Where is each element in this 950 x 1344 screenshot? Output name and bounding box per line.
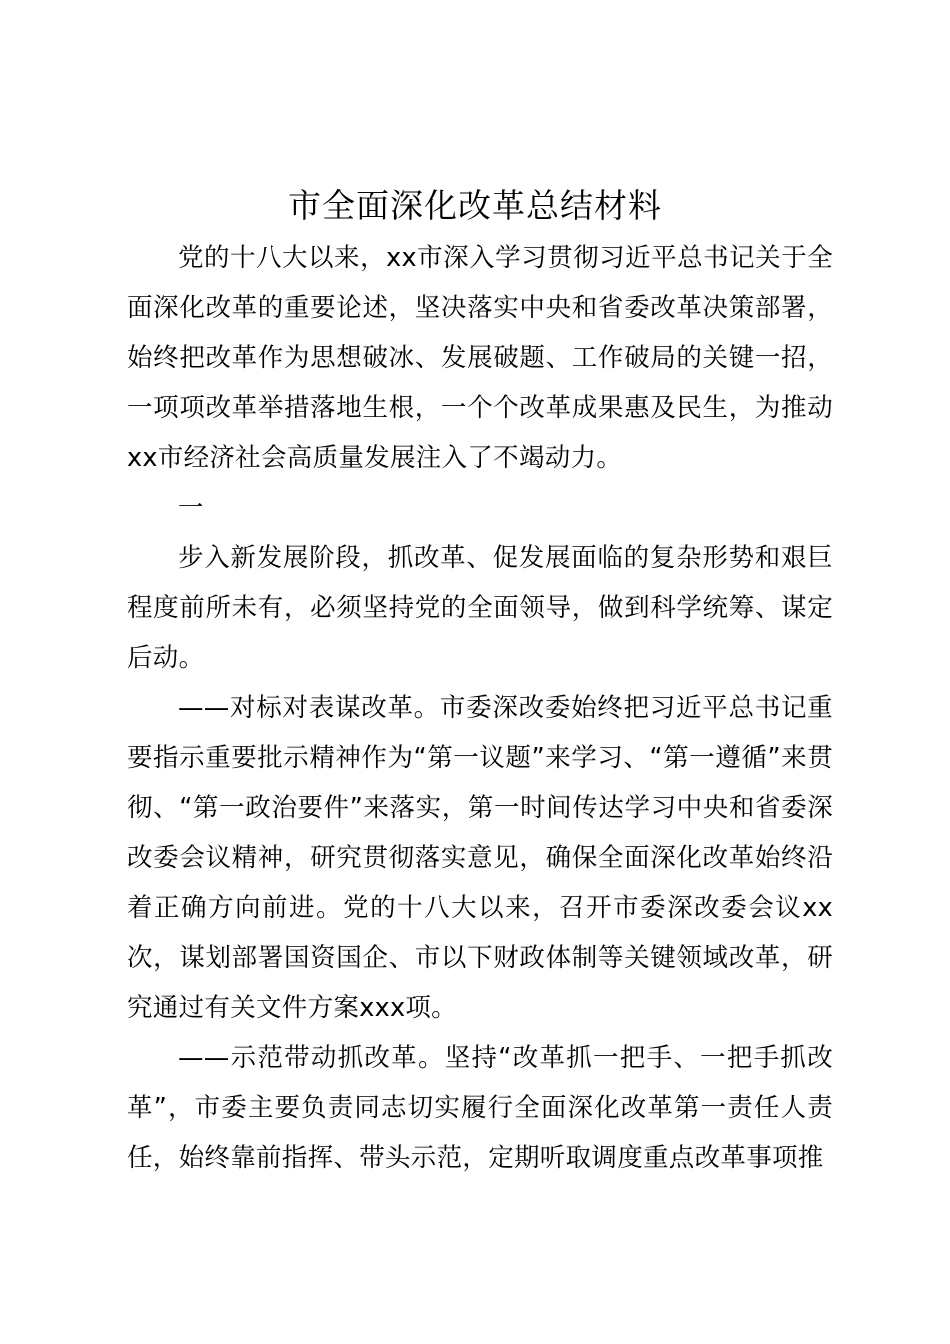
paragraph-2: ——对标对表谋改革。市委深改委始终把习近平总书记重要指示重要批示精神作为“第一议题”来学习、“第一遵循”来贯彻、“第一政治要件”来落实，第一时间传达学习中央和省委深改委会议精神，研究贯彻落实意见，确保全面深化改革始终沿着正确方向前进。党的十八大以来，召开市委深改委会议xx次，谋划部署国资国企、市以下财政体制等关键领域改革，研究通过有关文件方案xxx项。: [127, 693, 833, 1023]
document-title: 市全面深化改革总结材料: [288, 186, 662, 225]
paragraph-1: 步入新发展阶段，抓改革、促发展面临的复杂形势和艰巨程度前所未有，必须坚持党的全面领导，做到科学统筹、谋定后动。: [127, 543, 833, 673]
intro-paragraph: 党的十八大以来，xx市深入学习贯彻习近平总书记关于全面深化改革的重要论述，坚决落实中央和省委改革决策部署，始终把改革作为思想破冰、发展破题、工作破局的关键一招，一项项改革举措落地生根，一个个改革成果惠及民生，为推动xx市经济社会高质量发展注入了不竭动力。: [127, 243, 833, 473]
section-heading: 一: [178, 493, 204, 523]
document-body: [127, 233, 833, 1183]
paragraph-3: ——示范带动抓改革。坚持“改革抓一把手、一把手抓改革”，市委主要负责同志切实履行全面深化改革第一责任人责任，始终靠前指挥、带头示范，定期听取调度重点改革事项推: [127, 1043, 833, 1173]
